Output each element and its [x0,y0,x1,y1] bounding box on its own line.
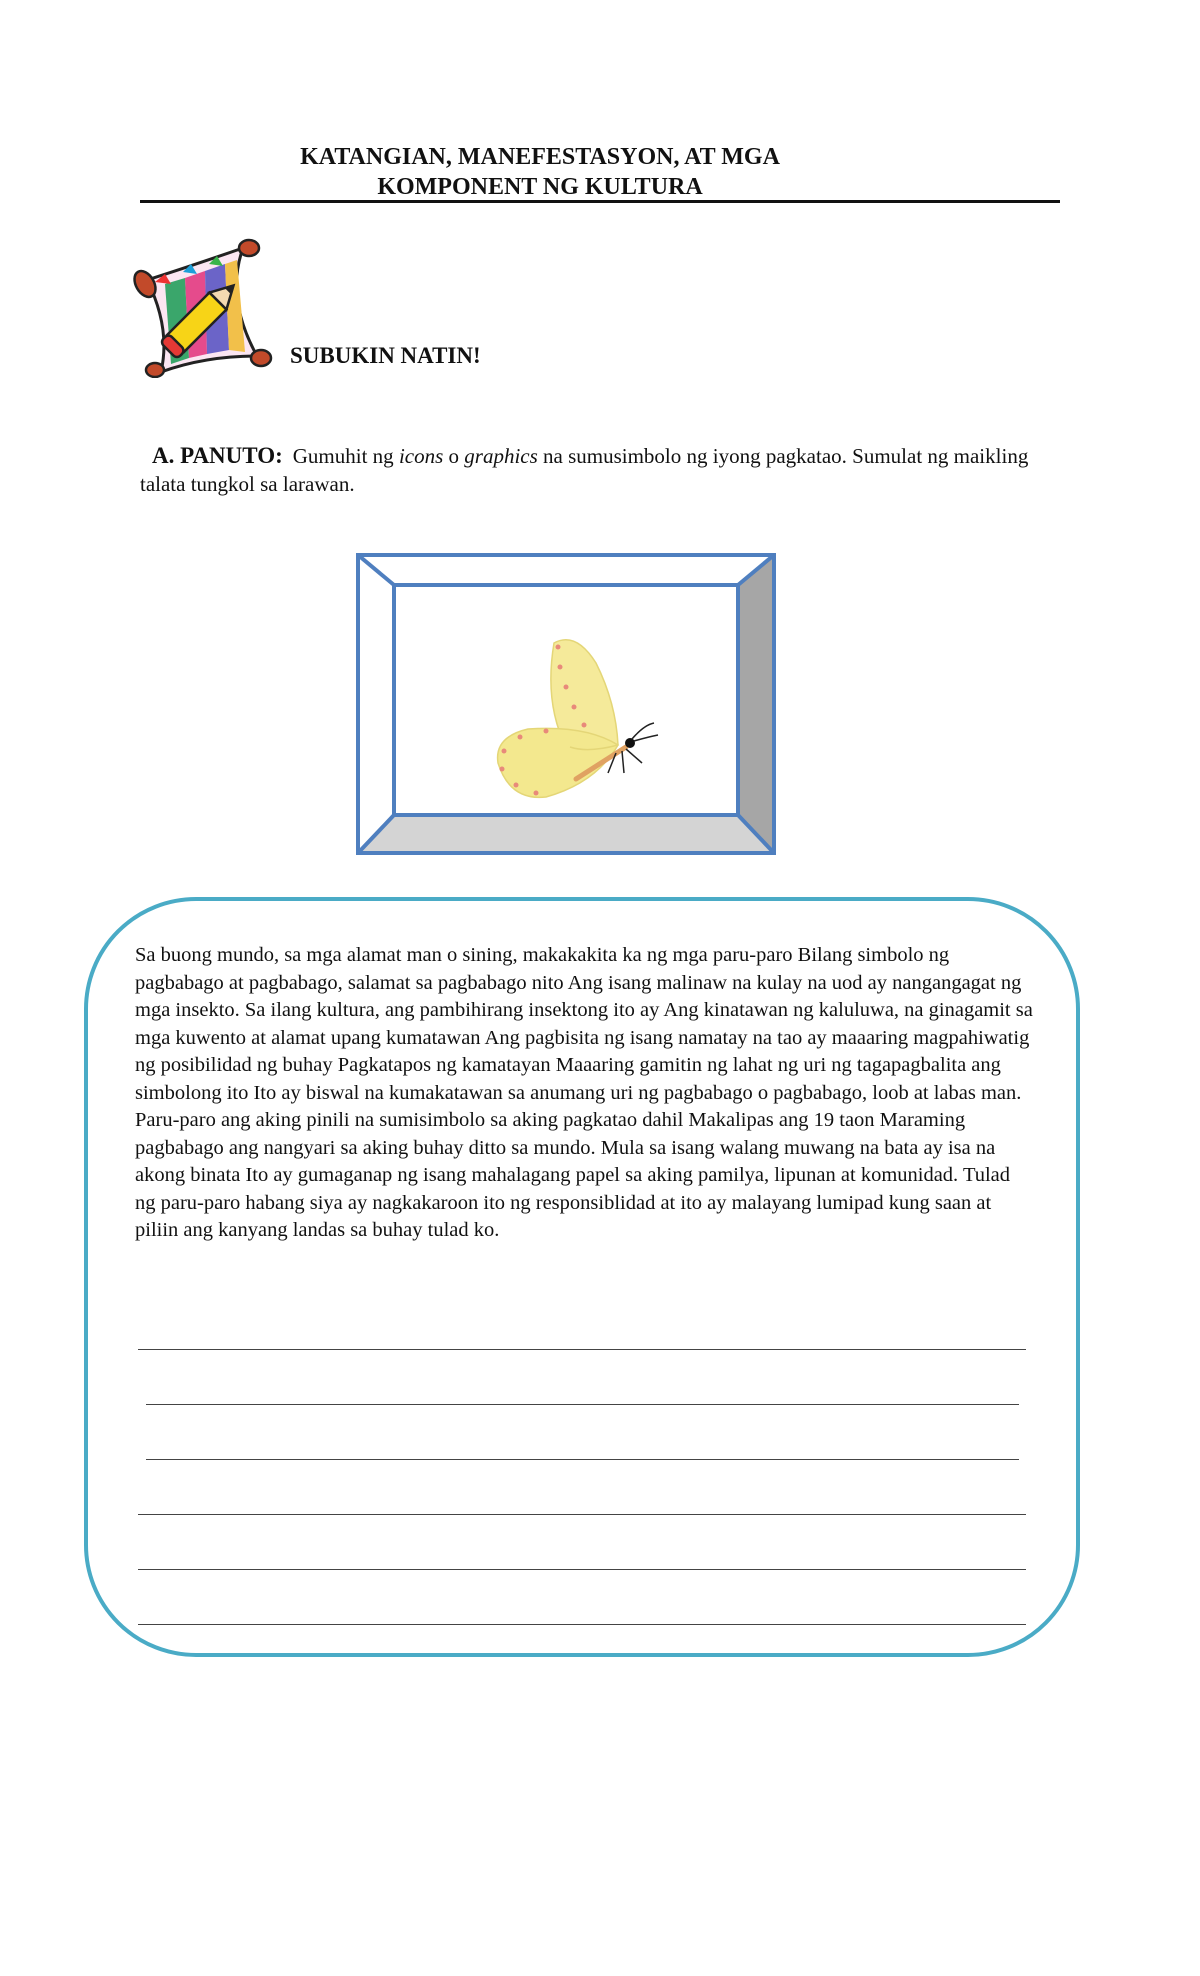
instruction-text-3: na sumusimbolo ng iyong pagkatao. Sumulat ng maikling talata tungkol sa larawan. [140,444,1029,496]
answer-line[interactable] [138,1349,1026,1350]
butterfly-icon [476,633,676,813]
instruction-text-1: Gumuhit ng [292,444,399,468]
instruction-icons-word: icons [398,444,444,468]
pencil-scroll-icon [125,238,285,378]
document-title [140,142,940,202]
answer-line[interactable] [146,1404,1019,1405]
answer-line[interactable] [146,1459,1019,1460]
title-line-2: KOMPONENT NG KULTURA [377,174,703,200]
answer-line[interactable] [138,1514,1026,1515]
instruction [140,442,1065,498]
title-underline [140,200,1060,203]
answer-line[interactable] [138,1569,1026,1570]
instruction-label: A. PANUTO: [152,443,283,468]
picture-frame [356,553,776,855]
answer-paragraph: Sa buong mundo, sa mga alamat man o sining, makakakita ka ng mga paru-paro Bilang simbolo ng pagbabago at pagbabago, salamat sa pagbabago nito Ang isang malinaw na kulay na uod ay nangangagat ng mga insekto. Sa ilang kultura, ang pambihirang insektong ito ay Ang kinatawan ng kaluluwa, na ginagamit sa mga kuwento at alamat upang kumatawan Ang pagbisita ng isang namatay na tao ay maaaring magpahiwatig ng posibilidad ng buhay Pagkatapos ng kamatayan Maaaring gamitin ng lahat ng uri ng tagapagbalita ang simbolong ito Ito ay biswal na kumakatawan sa anumang uri ng pagbabago o pagbabago, loob at labas man. Paru-paro ang aking pinili na sumisimbolo sa aking pagkatao dahil Makalipas ang 19 taon Maraming pagbabago ang nangyari sa aking buhay ditto sa mundo. Mula sa isang walang muwang na bata ay isa na akong binata Ito ay gumaganap ng isang mahalagang papel sa aking pamilya, lipunan at komunidad. Tulad ng paru-paro habang siya ay nagkakaroon ito ng responsiblidad at ito ay malayang lumipad kung saan at piliin ang kanyang landas sa buhay tulad ko. [135,944,1033,1241]
title-line-1: KATANGIAN, MANEFESTASYON, AT MGA [300,144,780,170]
answer-line[interactable] [138,1624,1026,1625]
section-heading: SUBUKIN NATIN! [290,343,481,368]
instruction-text-2: o [443,444,465,468]
instruction-graphics-word: graphics [464,444,538,468]
